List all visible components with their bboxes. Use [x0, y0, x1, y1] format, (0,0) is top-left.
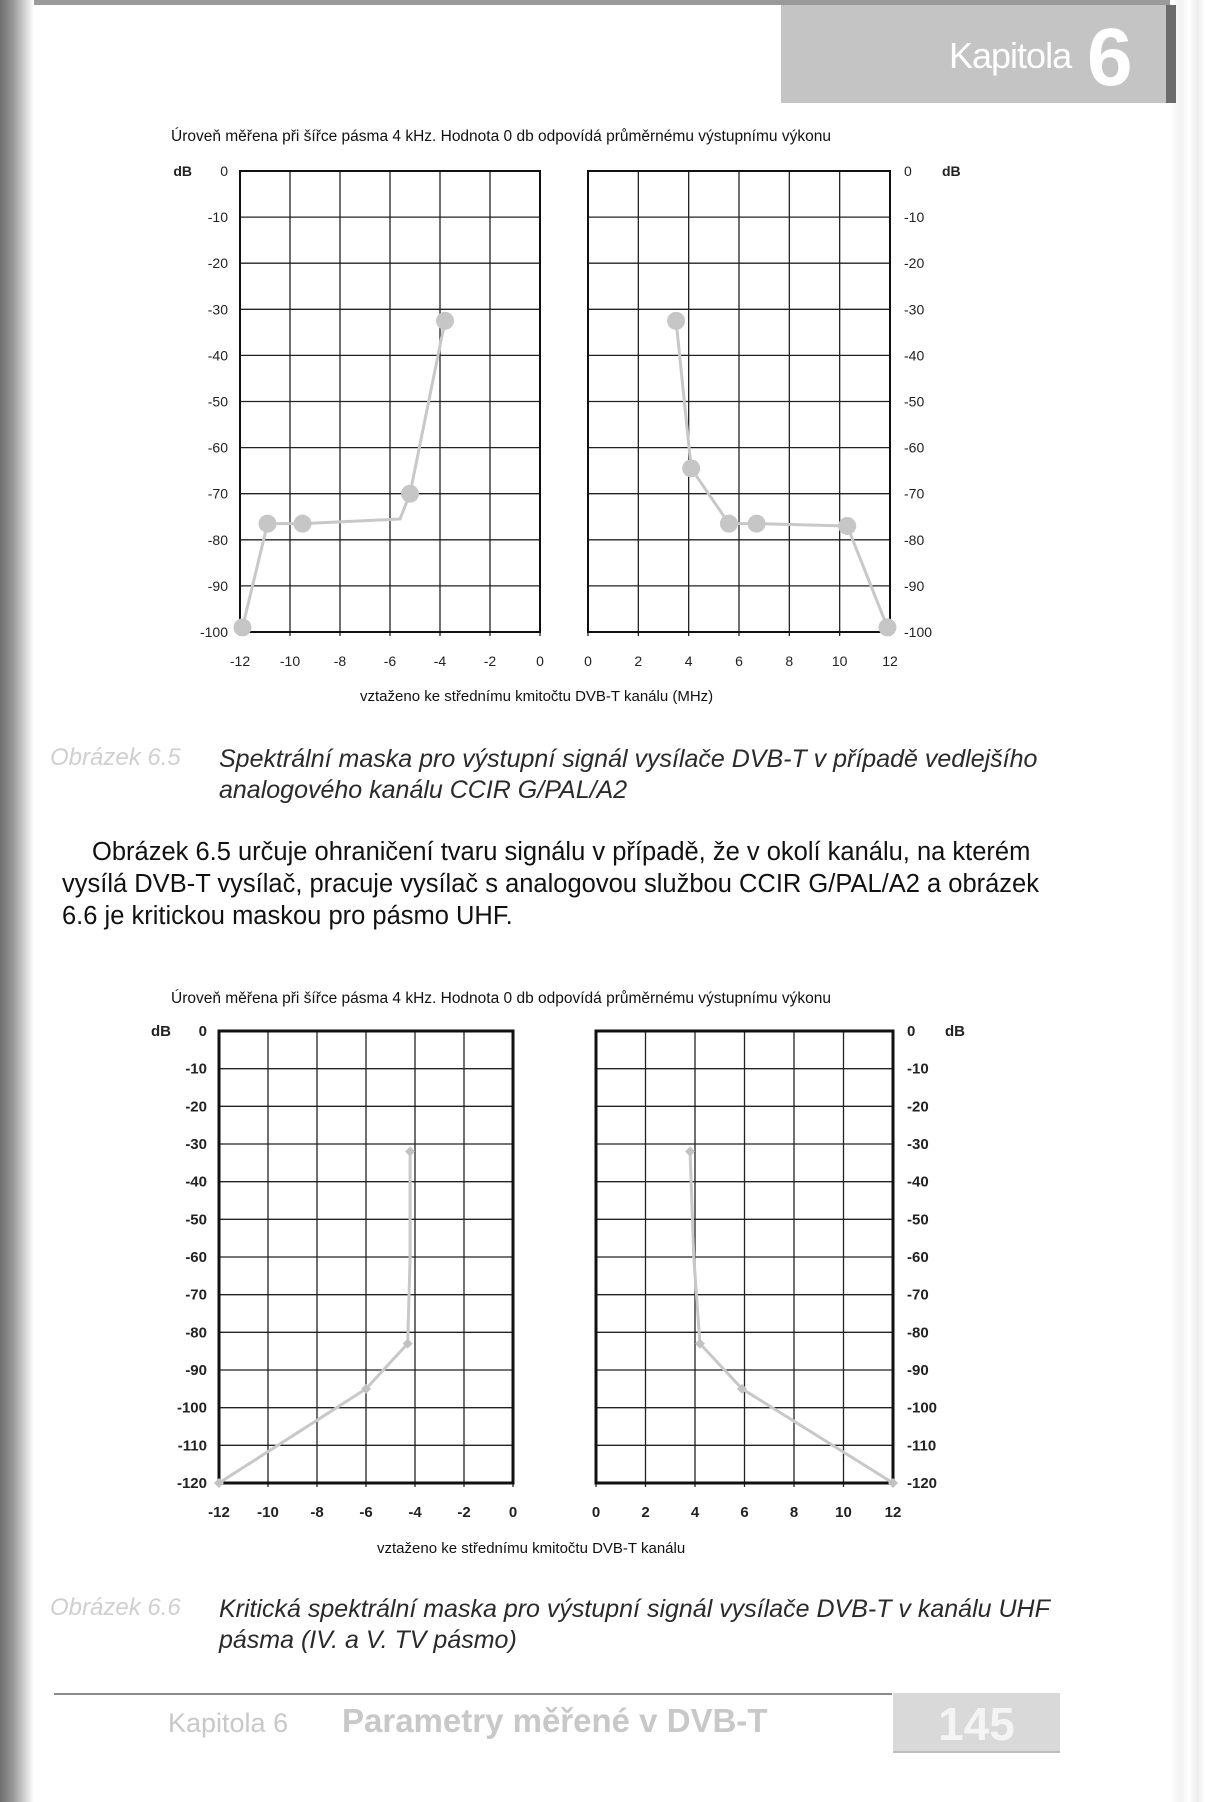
y-tick-label: 0 [904, 163, 912, 179]
data-point [685, 1147, 695, 1157]
chart-fig65-right [584, 163, 961, 669]
book-spine-shadow [0, 0, 34, 1802]
x-tick-label: 0 [584, 653, 592, 669]
y-tick-label: -10 [907, 1060, 929, 1078]
y-tick-label: -50 [904, 393, 925, 410]
y-tick-label: -40 [185, 1173, 207, 1191]
y-tick-label: -20 [907, 1098, 929, 1116]
y-tick-label: -100 [904, 624, 933, 640]
x-tick-label: -6 [383, 653, 397, 669]
y-unit-label: dB [151, 1023, 171, 1040]
figure-6-6-note: Úroveň měřena při šířce pásma 4 kHz. Hodnota 0 db odpovídá průměrnému výstupnímu výkonu [171, 990, 831, 1007]
data-point [294, 515, 312, 533]
y-tick-label: -110 [177, 1437, 207, 1455]
y-tick-label: -100 [199, 624, 228, 640]
y-unit-label: dB [945, 1023, 965, 1040]
data-point [436, 312, 454, 330]
x-tick-label: -4 [433, 653, 447, 669]
x-tick-label: -10 [279, 653, 301, 669]
x-tick-label: -2 [483, 653, 497, 669]
y-tick-label: -20 [185, 1098, 207, 1116]
x-tick-label: -12 [229, 653, 251, 669]
x-tick-label: -8 [333, 653, 347, 669]
y-tick-label: -10 [207, 209, 228, 226]
x-tick-label: 0 [536, 653, 544, 669]
y-tick-label: -50 [185, 1211, 207, 1229]
y-tick-label: -90 [207, 577, 228, 594]
chapter-tab-number: 6 [1087, 12, 1133, 103]
page-number: 145 [938, 1698, 1015, 1750]
chapter-tab-edge [1166, 5, 1176, 103]
body-paragraph: Obrázek 6.5 určuje ohraničení tvaru signálu v případě, že v okolí kanálu, na kterém vysílá DVB-T vysílač, pracuje vysílač s analogovou službou CCIR G/PAL/A2 a obrázek 6.6 je kritickou maskou pro pásmo UHF. [62, 838, 1039, 930]
x-tick-label: -8 [310, 1504, 324, 1521]
y-tick-label: -70 [907, 1286, 929, 1304]
y-unit-label: dB [173, 163, 192, 179]
figure-6-6-caption-text: Kritická spektrální maska pro výstupní signál vysílače DVB-T v kanálu UHF pásma (IV. a V. TV pásmo) [219, 1595, 1050, 1654]
footer-title: Parametry měřené v DVB-T [342, 1702, 768, 1739]
mask-line [219, 1152, 410, 1483]
figure-6-5-note: Úroveň měřena při šířce pásma 4 kHz. Hodnota 0 db odpovídá průměrnému výstupnímu výkonu [171, 128, 831, 145]
y-tick-label: -90 [907, 1362, 929, 1379]
y-tick-label: -70 [185, 1286, 207, 1304]
x-tick-label: -10 [257, 1504, 279, 1521]
x-tick-label: 2 [641, 1504, 650, 1521]
x-tick-label: 12 [882, 653, 898, 669]
y-tick-label: 0 [220, 163, 228, 179]
y-tick-label: -110 [907, 1437, 937, 1455]
y-unit-label: dB [942, 163, 961, 179]
y-tick-label: -40 [207, 347, 228, 364]
data-point [878, 618, 896, 636]
y-tick-label: -40 [904, 347, 925, 364]
mask-line [243, 321, 446, 628]
y-tick-label: -50 [907, 1211, 929, 1229]
y-tick-label: -30 [907, 1136, 929, 1153]
mask-line [676, 321, 887, 628]
x-tick-label: 0 [508, 1504, 518, 1521]
x-tick-label: -4 [408, 1504, 422, 1521]
y-tick-label: -80 [207, 531, 228, 548]
mask-line [690, 1152, 893, 1483]
x-tick-label: -6 [359, 1504, 373, 1521]
y-tick-label: -60 [185, 1249, 207, 1266]
chart-fig66-left [151, 1023, 518, 1521]
figure-6-6-x-axis-label: vztaženo ke střednímu kmitočtu DVB-T kanálu [377, 1540, 686, 1557]
y-tick-label: -60 [207, 439, 228, 456]
chart-fig66-right [591, 1023, 965, 1521]
y-tick-label: -90 [904, 577, 925, 594]
y-tick-label: -60 [904, 439, 925, 456]
x-tick-label: 10 [835, 1504, 852, 1521]
x-tick-label: 0 [591, 1504, 601, 1521]
x-tick-label: 4 [684, 653, 693, 669]
y-tick-label: -50 [207, 393, 228, 410]
data-point [838, 517, 856, 535]
page-number-box [893, 1693, 1060, 1753]
x-tick-label: -2 [457, 1504, 471, 1521]
x-tick-label: 12 [884, 1504, 902, 1521]
page-edge [1170, 0, 1205, 1802]
data-point [667, 312, 685, 330]
y-tick-label: -60 [907, 1249, 929, 1266]
y-tick-label: -80 [185, 1324, 207, 1342]
data-point [720, 515, 738, 533]
figure-6-5-caption-text: Spektrální maska pro výstupní signál vysílače DVB-T v případě vedlejšího analogového kanálu CCIR G/PAL/A2 [219, 745, 1038, 804]
y-tick-label: -30 [904, 301, 925, 318]
x-tick-label: 8 [789, 1504, 799, 1521]
chapter-tab-word: Kapitola [949, 35, 1072, 76]
x-tick-label: 10 [831, 653, 848, 669]
figure-6-6-caption-label: Obrázek 6.6 [50, 1594, 181, 1621]
y-tick-label: -80 [907, 1324, 929, 1342]
y-tick-label: -10 [904, 209, 925, 226]
x-tick-label: 6 [740, 1504, 749, 1521]
x-tick-label: 8 [785, 653, 794, 669]
y-tick-label: -90 [185, 1362, 207, 1379]
y-tick-label: -120 [176, 1475, 207, 1492]
y-tick-label: -100 [176, 1399, 207, 1417]
data-point [682, 459, 700, 477]
figure-6-5-x-axis-label: vztaženo ke střednímu kmitočtu DVB-T kanálu (MHz) [360, 688, 714, 705]
y-tick-label: -20 [207, 255, 228, 272]
y-tick-label: 0 [198, 1023, 207, 1040]
y-tick-label: 0 [907, 1023, 916, 1040]
y-tick-label: -120 [907, 1475, 938, 1492]
y-tick-label: -100 [907, 1399, 938, 1417]
x-tick-label: 2 [634, 653, 643, 669]
x-tick-label: 6 [735, 653, 743, 669]
y-tick-label: -10 [185, 1060, 207, 1078]
y-tick-label: -80 [904, 531, 925, 548]
data-point [234, 618, 252, 636]
chapter-tab [781, 5, 1176, 103]
y-tick-label: -30 [185, 1136, 207, 1153]
data-point [401, 485, 419, 503]
chart-fig65-left [173, 163, 544, 669]
footer-chapter: Kapitola 6 [168, 1708, 289, 1738]
y-tick-label: -70 [207, 485, 228, 502]
y-tick-label: -40 [907, 1173, 929, 1191]
figure-6-5-caption-label: Obrázek 6.5 [50, 744, 181, 771]
x-tick-label: -12 [208, 1504, 230, 1521]
data-point [405, 1147, 415, 1157]
y-tick-label: -70 [904, 485, 925, 502]
footer-rule [54, 1693, 892, 1695]
data-point [259, 515, 277, 533]
data-point [748, 515, 766, 533]
y-tick-label: -20 [904, 255, 925, 272]
x-tick-label: 4 [690, 1504, 700, 1521]
y-tick-label: -30 [207, 301, 228, 318]
